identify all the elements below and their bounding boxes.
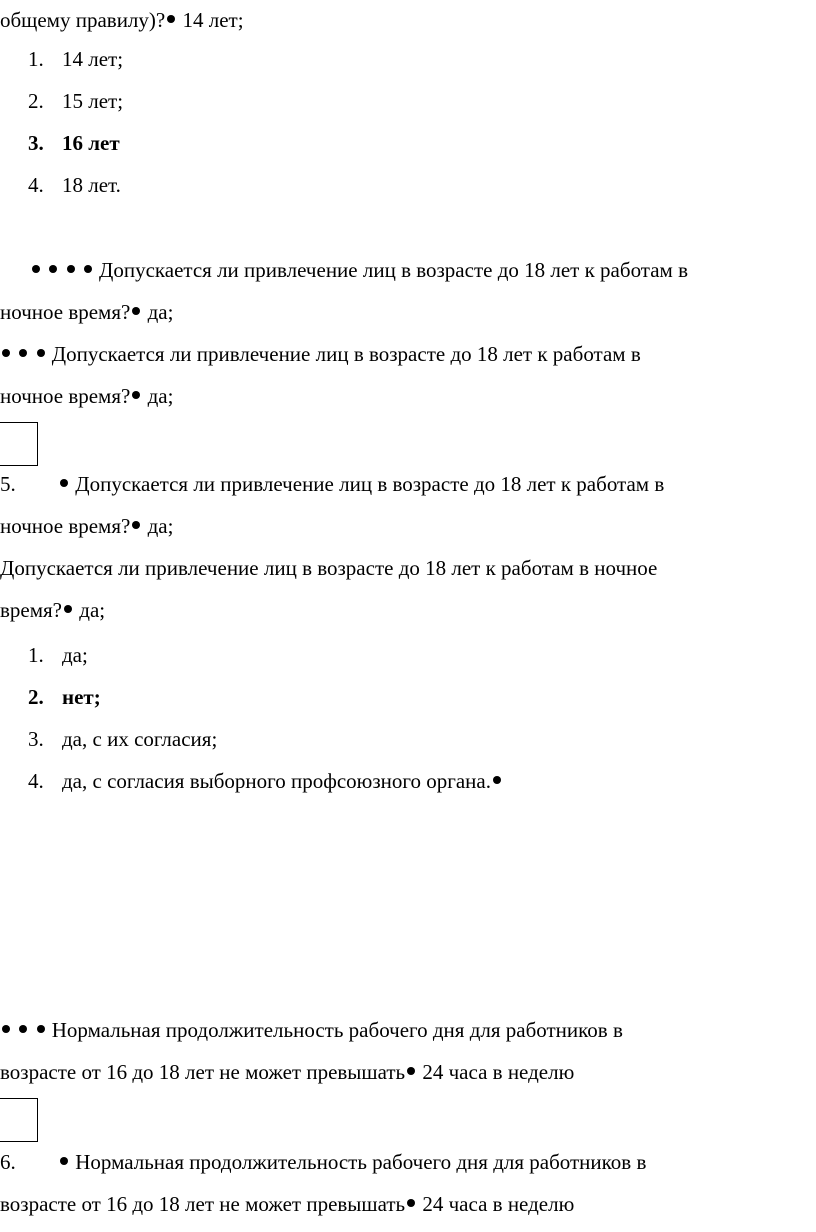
answer-text: да; (74, 598, 106, 622)
question-header (30, 256, 688, 284)
question-number: 6. (0, 1150, 16, 1174)
answer-text: да; (142, 300, 174, 324)
option-number: 1. (28, 47, 44, 71)
option-text: 15 лет; (62, 89, 124, 113)
bullet-icon (132, 521, 140, 529)
question-text: Допускается ли привлечение лиц в возрасте до 18 лет к работам в (70, 472, 665, 496)
bullet-icon (407, 1067, 415, 1075)
option-text: да; (62, 643, 88, 667)
bullet-icon (60, 1157, 68, 1165)
question-number: 5. (0, 472, 16, 496)
empty-box (0, 422, 38, 466)
bullet-icon (67, 265, 75, 273)
question-text: возрасте от 16 до 18 лет не может превышать (0, 1060, 406, 1084)
option-number: 2. (28, 685, 44, 709)
bullet-icon (60, 479, 68, 487)
answer-text: да; (142, 514, 174, 538)
bullet-icon (19, 349, 27, 357)
option-text: нет; (62, 685, 101, 709)
question-numbered-cont (0, 1190, 574, 1218)
option-text: 14 лет; (62, 47, 124, 71)
question-text: Допускается ли привлечение лиц в возрасте до 18 лет к работам в (93, 258, 688, 282)
question-numbered-text (58, 1148, 646, 1176)
option-number: 2. (28, 89, 44, 113)
bullet-icon (493, 776, 501, 784)
option-text: да, с их согласия; (62, 727, 218, 751)
question-continuation (0, 6, 244, 34)
answer-text: 24 часа в неделю (417, 1060, 575, 1084)
bullet-icon (407, 1199, 415, 1207)
option-text: да, с согласия выборного профсоюзного органа. (62, 769, 491, 793)
question-header (0, 1016, 623, 1044)
bullet-icon (32, 265, 40, 273)
bullet-icon (132, 307, 140, 315)
question-plain-cont (0, 596, 105, 624)
question-numbered-text (58, 470, 664, 498)
bullet-icon (37, 349, 45, 357)
empty-box (0, 1098, 38, 1142)
bullet-icon (19, 1025, 27, 1033)
option-number: 4. (28, 769, 44, 793)
question-text: Допускается ли привлечение лиц в возрасте до 18 лет к работам в ночное (0, 556, 658, 580)
question-text: ночное время? (0, 384, 131, 408)
question-text: время? (0, 598, 63, 622)
bullet-icon (37, 1025, 45, 1033)
bullet-icon (49, 265, 57, 273)
option-number: 1. (28, 643, 44, 667)
option-number: 4. (28, 173, 44, 197)
question-numbered (0, 470, 16, 498)
question-header (0, 340, 641, 368)
option-number: 3. (28, 727, 44, 751)
question-text: ночное время? (0, 300, 131, 324)
bullet-icon (84, 265, 92, 273)
question-numbered-cont (0, 512, 173, 540)
option-text: 18 лет. (62, 173, 121, 197)
answer-text: 14 лет; (177, 8, 244, 32)
question-plain (0, 554, 657, 582)
bullet-icon (64, 605, 72, 613)
question-text: Нормальная продолжительность рабочего дня для работников в (70, 1150, 647, 1174)
option-text: 16 лет (62, 131, 120, 155)
bullet-icon (2, 1025, 10, 1033)
question-text: общему правилу)? (0, 8, 166, 32)
question-text: ночное время? (0, 514, 131, 538)
option-number: 3. (28, 131, 44, 155)
option-text-wrap (62, 767, 503, 795)
answer-text: да; (142, 384, 174, 408)
question-text: Допускается ли привлечение лиц в возрасте до 18 лет к работам в (46, 342, 641, 366)
answer-text: 24 часа в неделю (417, 1192, 575, 1216)
question-header-cont (0, 382, 173, 410)
question-header-cont (0, 298, 173, 326)
question-text: возрасте от 16 до 18 лет не может превышать (0, 1192, 406, 1216)
question-numbered (0, 1148, 16, 1176)
question-header-cont (0, 1058, 574, 1086)
bullet-icon (132, 391, 140, 399)
bullet-icon (2, 349, 10, 357)
question-text: Нормальная продолжительность рабочего дня для работников в (46, 1018, 623, 1042)
bullet-icon (167, 15, 175, 23)
